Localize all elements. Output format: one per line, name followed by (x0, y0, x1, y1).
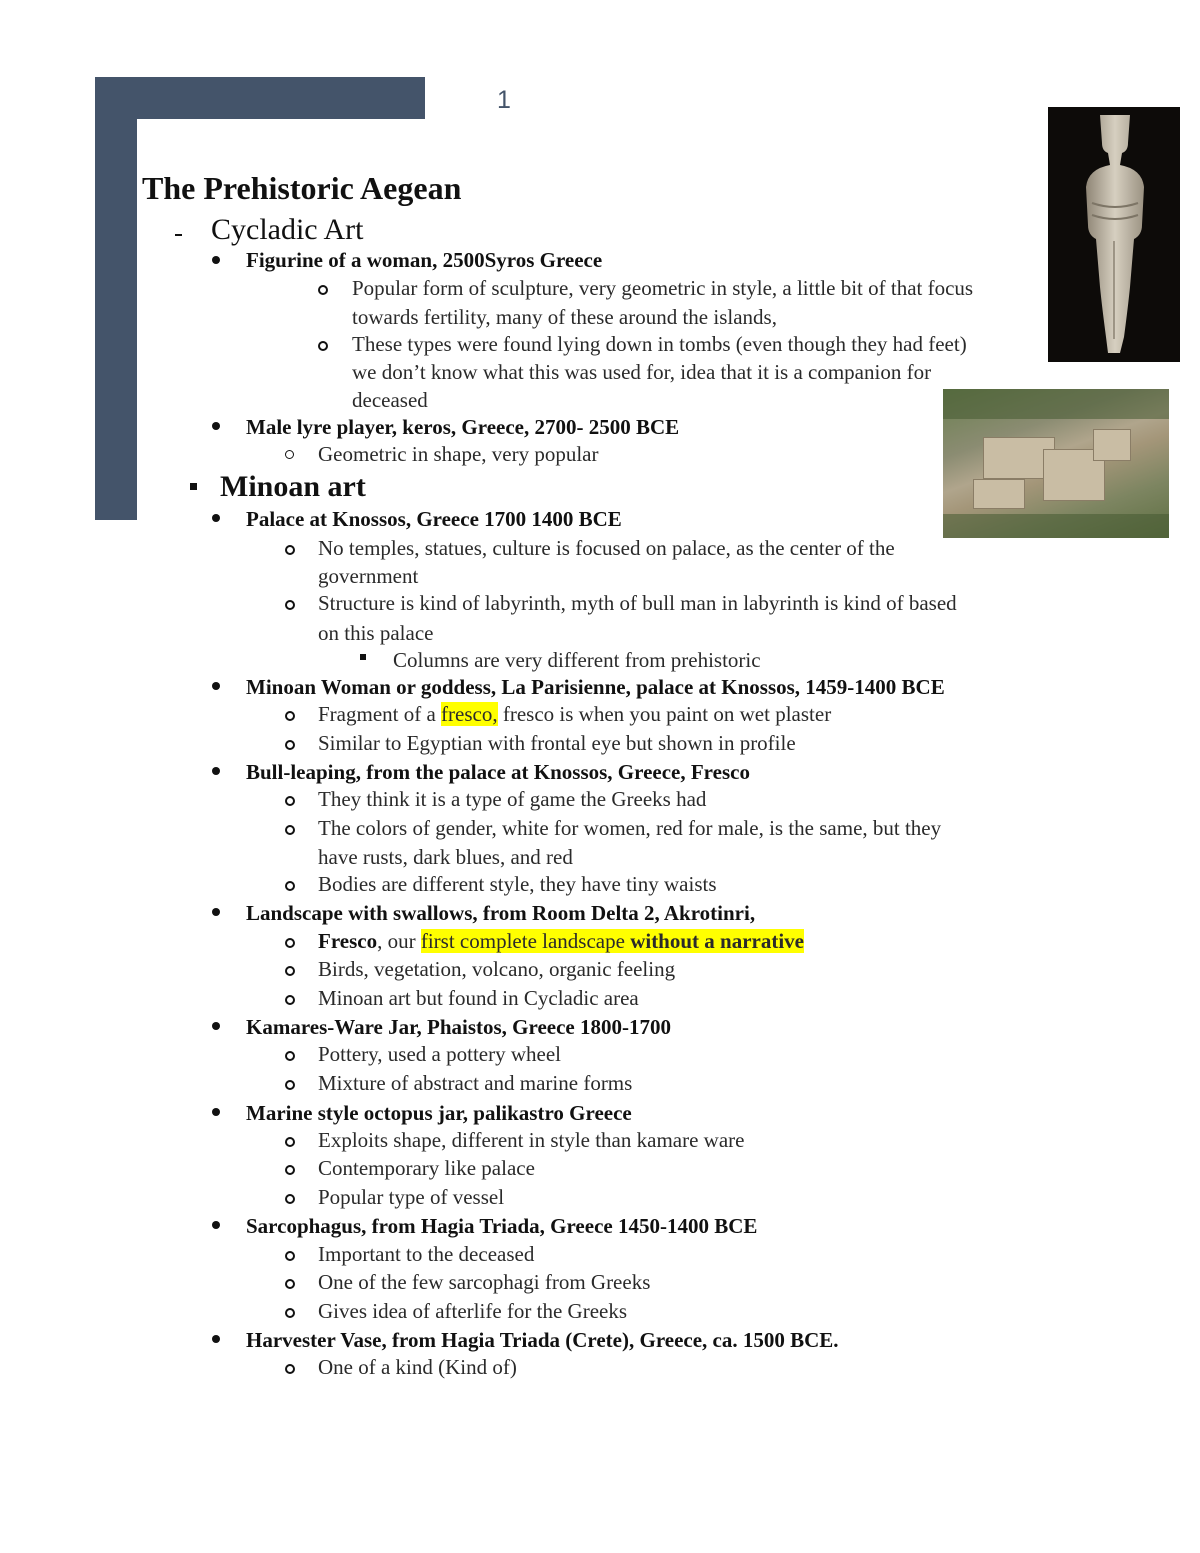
subnote-line: Columns are very different from prehistoric (393, 648, 761, 672)
bullet-ring (318, 341, 328, 351)
highlighted-text: fresco, (441, 702, 498, 726)
item-title: Landscape with swallows, from Room Delta 2, Akrotinri, (246, 901, 756, 925)
bullet-ring (285, 1080, 295, 1090)
bullet-disc (212, 422, 220, 430)
section-heading-minoan: Minoan art (220, 470, 366, 503)
bullet-disc (212, 1022, 220, 1030)
note-line (318, 931, 804, 952)
note-line: One of a kind (Kind of) (318, 1355, 517, 1379)
note-line: Pottery, used a pottery wheel (318, 1042, 561, 1066)
note-text: Fragment of a (318, 702, 442, 726)
dash-bullet (175, 234, 182, 236)
bullet-disc (212, 514, 220, 522)
bullet-disc (212, 682, 220, 690)
bullet-ring (285, 740, 295, 750)
bullet-square (190, 483, 197, 490)
note-line: The colors of gender, white for women, red for male, is the same, but they (318, 816, 942, 840)
knossos-palace-photo (943, 389, 1169, 538)
item-title: Bull-leaping, from the palace at Knossos, Greece, Fresco (246, 760, 750, 784)
bullet-disc (212, 1108, 220, 1116)
bullet-ring (285, 1137, 295, 1147)
bullet-disc (212, 908, 220, 916)
note-line (318, 704, 831, 725)
header-bracket-top (95, 77, 425, 119)
note-line: Geometric in shape, very popular (318, 442, 599, 466)
bullet-ring (285, 938, 295, 948)
bullet-ring (285, 966, 295, 976)
bullet-ring (285, 825, 295, 835)
bullet-ring (285, 1194, 295, 1204)
bullet-disc (212, 767, 220, 775)
bullet-disc (212, 1221, 220, 1229)
note-line: Important to the deceased (318, 1242, 535, 1266)
note-line: Structure is kind of labyrinth, myth of bull man in labyrinth is kind of based (318, 591, 957, 615)
note-line: Popular type of vessel (318, 1185, 505, 1209)
note-text: fresco is when you paint on wet plaster (497, 702, 832, 726)
bullet-ring (285, 995, 295, 1005)
bullet-ring (285, 881, 295, 891)
note-text: , our (377, 929, 421, 953)
note-line: towards fertility, many of these around the islands, (352, 305, 777, 329)
bullet-ring (285, 1308, 295, 1318)
item-title: Figurine of a woman, 2500Syros Greece (246, 248, 603, 272)
note-line: have rusts, dark blues, and red (318, 845, 573, 869)
note-line: Popular form of sculpture, very geometric in style, a little bit of that focus (352, 276, 974, 300)
page-title: The Prehistoric Aegean (142, 170, 462, 206)
bullet-ring (285, 711, 295, 721)
note-line: Bodies are different style, they have tiny waists (318, 872, 717, 896)
highlighted-text: first complete landscape (420, 929, 631, 953)
bullet-ring (285, 1051, 295, 1061)
page-number: 1 (497, 86, 511, 114)
note-line: These types were found lying down in tombs (even though they had feet) (352, 332, 967, 356)
item-title: Male lyre player, keros, Greece, 2700- 2500 BCE (246, 415, 680, 439)
note-line: deceased (352, 388, 428, 412)
bullet-ring (285, 1251, 295, 1261)
bullet-disc (212, 1335, 220, 1343)
note-line: Exploits shape, different in style than kamare ware (318, 1128, 745, 1152)
cycladic-figurine-photo (1048, 107, 1180, 362)
bullet-ring (285, 1165, 295, 1175)
bullet-ring (285, 600, 295, 610)
note-line: government (318, 564, 419, 588)
bullet-ring (318, 285, 328, 295)
note-line: Contemporary like palace (318, 1156, 535, 1180)
note-line: we don’t know what this was used for, idea that it is a companion for (352, 360, 932, 384)
bullet-ring (285, 1279, 295, 1289)
header-bracket-side (95, 77, 137, 520)
section-heading-cycladic: Cycladic Art (211, 213, 364, 246)
bullet-ring (285, 1364, 295, 1374)
bullet-ring (285, 545, 295, 555)
item-title: Minoan Woman or goddess, La Parisienne, palace at Knossos, 1459-1400 BCE (246, 675, 945, 699)
bullet-ring (285, 796, 295, 806)
note-line: on this palace (318, 621, 434, 645)
note-line: Minoan art but found in Cycladic area (318, 986, 639, 1010)
note-line: They think it is a type of game the Greeks had (318, 787, 707, 811)
note-line: Birds, vegetation, volcano, organic feeling (318, 957, 676, 981)
note-line: No temples, statues, culture is focused on palace, as the center of the (318, 536, 895, 560)
bold-text: Fresco (318, 929, 378, 953)
note-line: Gives idea of afterlife for the Greeks (318, 1299, 628, 1323)
item-title: Kamares-Ware Jar, Phaistos, Greece 1800-1700 (246, 1015, 671, 1039)
item-title: Palace at Knossos, Greece 1700 1400 BCE (246, 507, 622, 531)
bullet-square (360, 654, 366, 660)
item-title: Harvester Vase, from Hagia Triada (Crete), Greece, ca. 1500 BCE. (246, 1328, 839, 1352)
note-line: Similar to Egyptian with frontal eye but shown in profile (318, 731, 796, 755)
item-title: Marine style octopus jar, palikastro Greece (246, 1101, 632, 1125)
highlighted-bold-text: without a narrative (630, 929, 805, 953)
note-line: One of the few sarcophagi from Greeks (318, 1270, 651, 1294)
item-title: Sarcophagus, from Hagia Triada, Greece 1450-1400 BCE (246, 1214, 758, 1238)
bullet-disc (212, 256, 220, 264)
bullet-circle (285, 450, 294, 459)
note-line: Mixture of abstract and marine forms (318, 1071, 633, 1095)
